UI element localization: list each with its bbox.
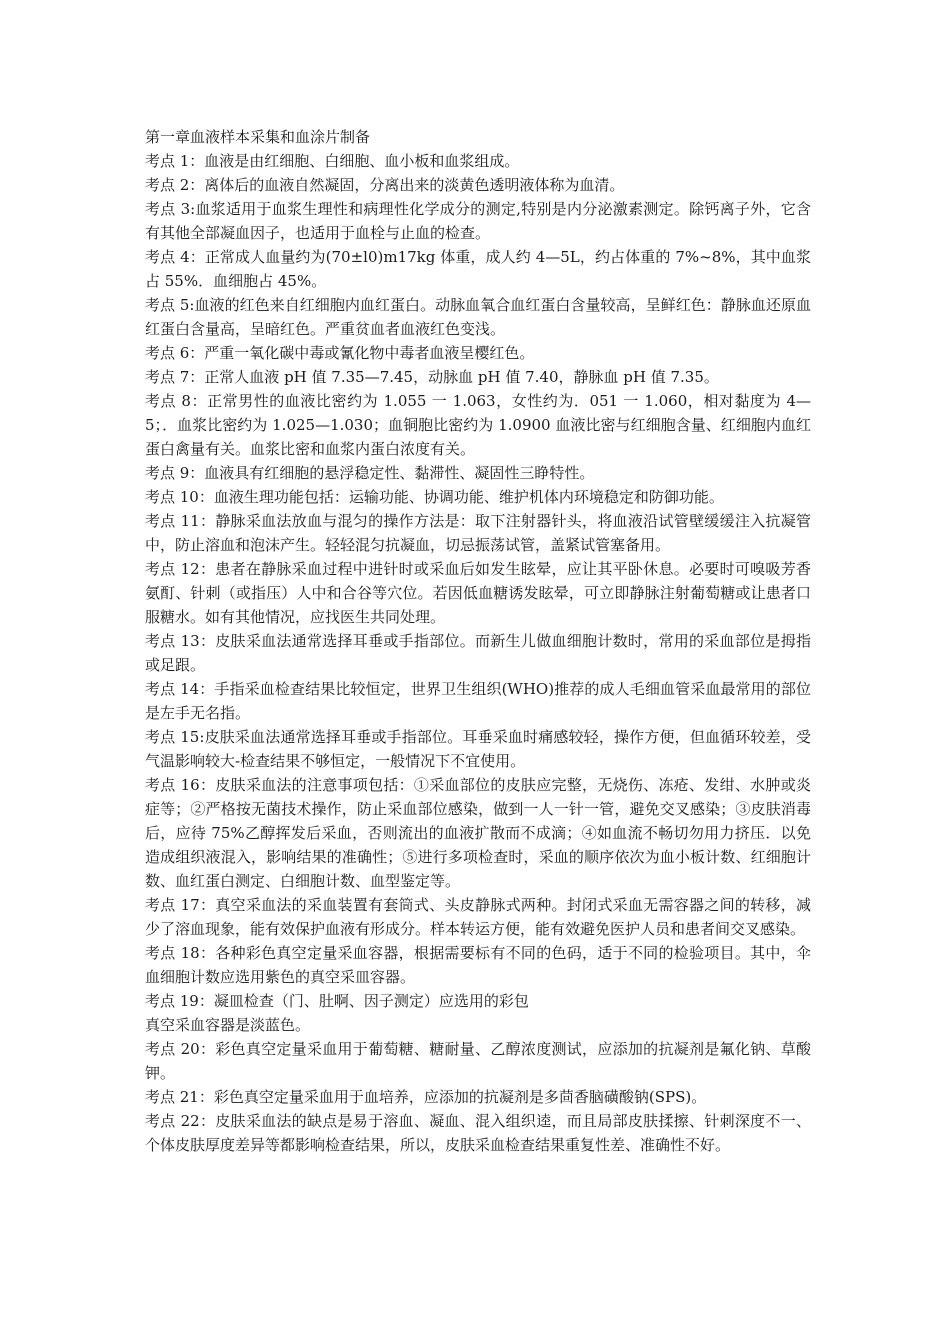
exam-point-14: 考点 14：手指采血检查结果比较恒定，世界卫生组织(WHO)推荐的成人毛细血管采血最常用的部位是左手无名指。 — [145, 680, 811, 722]
exam-point-22: 考点 22：皮肤采血法的缺点是易于溶血、凝血、混入组织逵，而且局部皮肤揉擦、针刺深度不一、个体皮肤厚度差异等都影响检查结果，所以，皮肤采血检查结果重复性差、准确性不好。 — [145, 1112, 811, 1154]
exam-point-8: 考点 8：正常男性的血液比密约为 1.055 一 1.063，女性约为．051 一 1.060，相对黏度为 4—5；．血浆比密约为 1.025—1.030；血铜胞比密约为 1.0900 血液比密与红细胞含量、红细胞内血红蛋白禽量有关。血浆比密和血浆内蛋白浓度有关。 — [145, 392, 811, 458]
exam-point-1: 考点 1：血液是由红细胞、白细胞、血小板和血浆组成。 — [145, 152, 520, 170]
exam-point-3: 考点 3:血浆适用于血浆生理性和病理性化学成分的测定,特别是内分泌激素测定。除钙离子外，它含有其他全部凝血因子，也适用于血栓与止血的检查。 — [145, 200, 811, 242]
chapter-title: 第一章血液样本采集和血涂片制备 — [145, 128, 371, 146]
exam-point-6: 考点 6：严重一氧化碳中毒或氰化物中毒者血液呈樱红色。 — [145, 344, 535, 362]
exam-point-19-continued: 真空采血容器是淡蓝色。 — [145, 1016, 311, 1034]
exam-point-19: 考点 19：凝皿检查（门、肚啊、因子测定）应选用的彩包 — [145, 992, 529, 1010]
exam-point-7: 考点 7：正常人血液 pH 值 7.35—7.45，动脉血 pH 值 7.40，静脉血 pH 值 7.35。 — [145, 368, 719, 386]
exam-point-11: 考点 11：静脉采血法放血与混匀的操作方法是：取下注射器针头，将血液沿试管壁缓缓注入抗凝管中，防止溶血和泡沫产生。轻轻混匀抗凝血，切忌振荡试管，盖紧试管塞备用。 — [145, 512, 811, 554]
exam-point-20: 考点 20：彩色真空定量采血用于葡萄糖、糖耐量、乙醇浓度测试，应添加的抗凝剂是氟化钠、草酸钾。 — [145, 1040, 811, 1082]
exam-point-15: 考点 15:皮肤采血法通常选择耳垂或手指部位。耳垂采血时痛感较轻，操作方便，但血循环较差，受气温影响较大-检查结果不够恒定，一般情况下不宜使用。 — [145, 728, 811, 770]
exam-point-10: 考点 10：血液生理功能包括：运输功能、协调功能、维护机体内环境稳定和防御功能。 — [145, 488, 724, 506]
exam-point-12: 考点 12：患者在静脉采血过程中进针时或采血后如发生眩晕，应让其平卧休息。必要时可嗅吸芳香氨酊、针刺（或指压）人中和合谷等穴位。若因低血糖诱发眩晕，可立即静脉注射葡萄糖或让患者口服糖水。如有其他情况，应找医生共同处理。 — [145, 560, 811, 626]
document-page — [145, 125, 811, 1157]
exam-point-17: 考点 17：真空采血法的采血装置有套筒式、头皮静脉式两种。封闭式采血无需容器之间的转移，减少了溶血现象，能有效保护血液有形成分。样本转运方便，能有效避免医护人员和患者间交叉感染。 — [145, 896, 811, 938]
exam-point-21: 考点 21：彩色真空定量采血用于血培养，应添加的抗凝剂是多茴香脑磺酸钠(SPS)。 — [145, 1088, 707, 1106]
exam-point-5: 考点 5:血液的红色来自红细胞内血红蛋白。动脉血氧合血红蛋白含量较高，呈鲜红色：静脉血还原血红蛋白含量高，呈暗红色。严重贫血者血液红色变浅。 — [145, 296, 811, 338]
exam-point-16: 考点 16：皮肤采血法的注意事项包括：①采血部位的皮肤应完整，无烧伤、冻疮、发绀、水肿或炎症等；②严格按无菌技术操作，防止采血部位感染，做到一人一针一管，避免交叉感染；③皮肤消毒后，应待 75%乙醇挥发后采血，否则流出的血液扩散而不成滴；④如血流不畅切勿用力挤压．以免造成组织液混入，影响结果的准确性；⑤进行多项检查时，采血的顺序依次为血小板计数、红细胞计数、血红蛋白测定、白细胞计数、血型鉴定等。 — [145, 776, 811, 890]
exam-point-4: 考点 4：正常成人血量约为(70±l0)m17kg 体重，成人约 4—5L，约占体重的 7%~8%，其中血浆占 55%．血细胞占 45%。 — [145, 248, 811, 290]
exam-point-9: 考点 9：血液具有红细胞的悬浮稳定性、黏滞性、凝固性三睁特性。 — [145, 464, 595, 482]
exam-point-18: 考点 18：各种彩色真空定量采血容器，根据需要标有不同的色码，适于不同的检验项目。其中，伞血细胞计数应选用紫色的真空采皿容器。 — [145, 944, 811, 986]
exam-point-13: 考点 13：皮肤采血法通常选择耳垂或手指部位。而新生儿做血细胞计数时，常用的采血部位是拇指或足跟。 — [145, 632, 811, 674]
exam-point-2: 考点 2：离体后的血液自然凝固，分离出来的淡黄色透明液体称为血清。 — [145, 176, 625, 194]
